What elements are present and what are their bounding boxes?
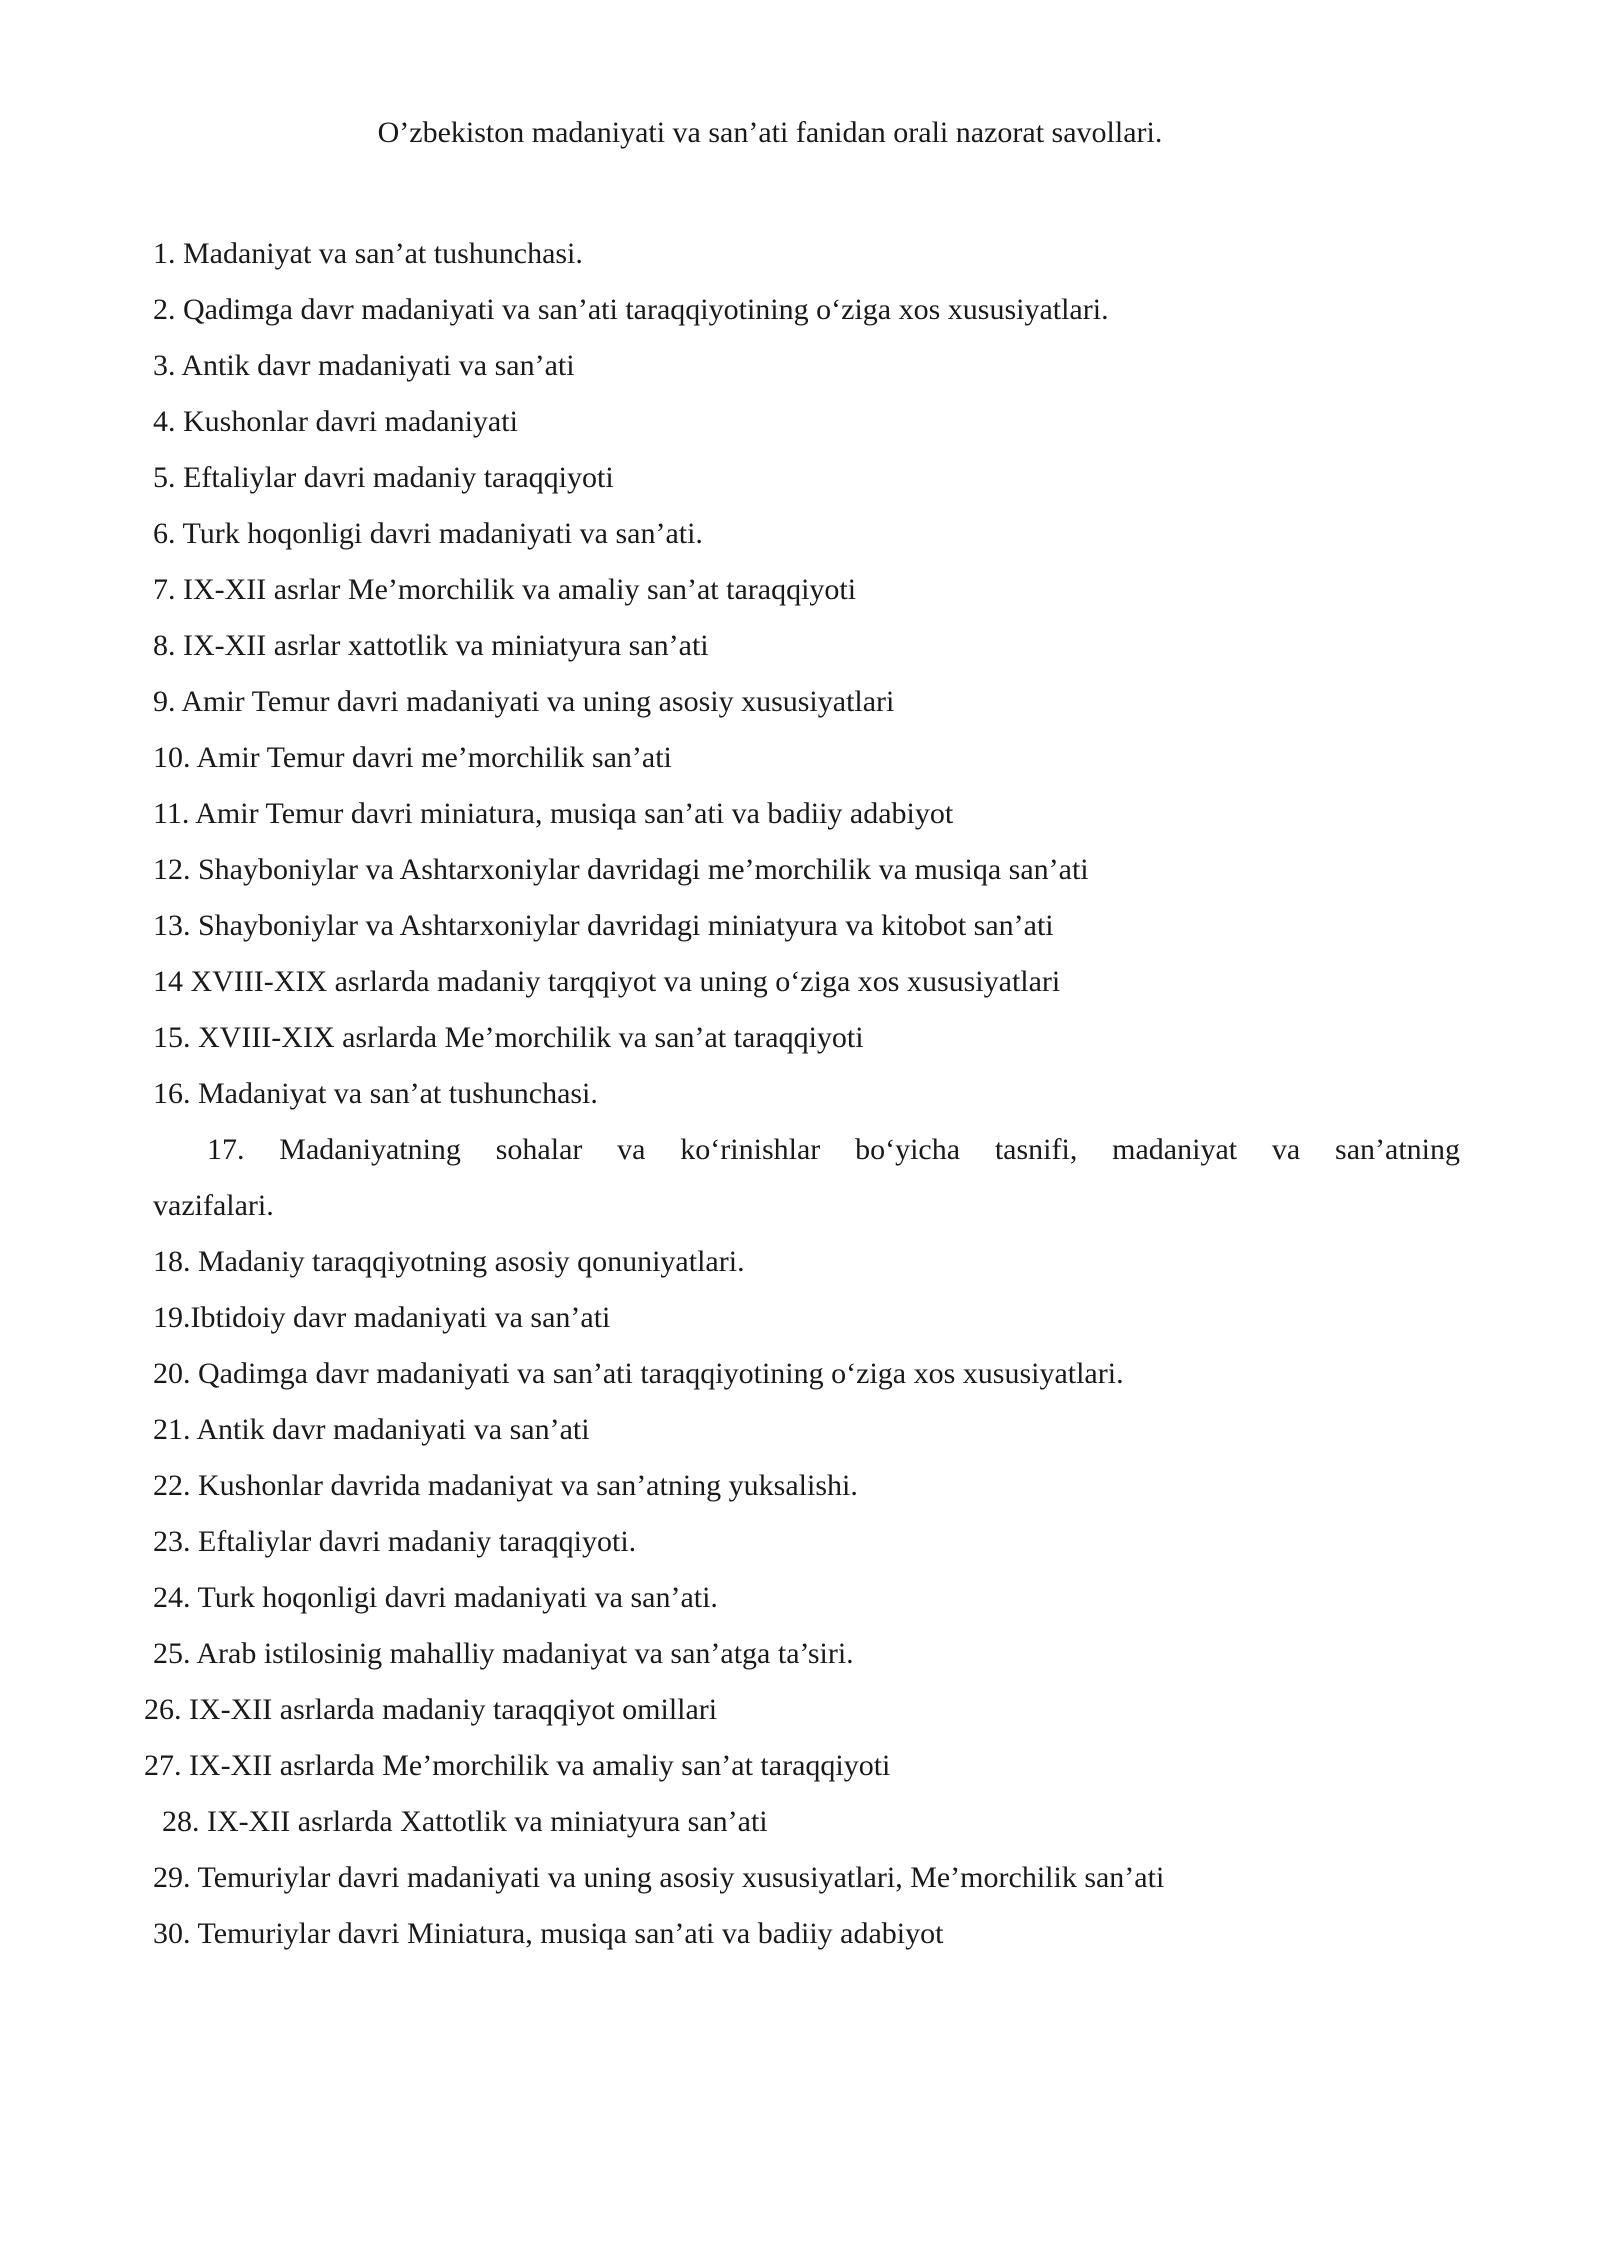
list-item: 4. Kushonlar davri madaniyati [153,405,518,438]
list-item: 18. Madaniy taraqqiyotning asosiy qonuniyatlari. [153,1245,745,1278]
list-item: 20. Qadimga davr madaniyati va san’ati taraqqiyotining o‘ziga xos xususiyatlari. [153,1357,1124,1390]
list-item: 26. IX-XII asrlarda madaniy taraqqiyot omillari [144,1693,718,1726]
list-item: 15. XVIII-XIX asrlarda Me’morchilik va san’at taraqqiyoti [153,1021,864,1054]
list-item: 1. Madaniyat va san’at tushunchasi. [153,237,583,270]
list-item: 21. Antik davr madaniyati va san’ati [153,1413,590,1446]
list-item: 29. Temuriylar davri madaniyati va uning asosiy xususiyatlari, Me’morchilik san’ati [153,1861,1165,1894]
question-list [0,226,1600,1962]
list-item: 24. Turk hoqonligi davri madaniyati va san’ati. [153,1581,718,1614]
list-item: 12. Shayboniylar va Ashtarxoniylar davridagi me’morchilik va musiqa san’ati [153,853,1089,886]
list-item: 19.Ibtidoiy davr madaniyati va san’ati [153,1301,611,1334]
list-item: 27. IX-XII asrlarda Me’morchilik va amaliy san’at taraqqiyoti [144,1749,891,1782]
list-item: 13. Shayboniylar va Ashtarxoniylar davridagi miniatyura va kitobot san’ati [153,909,1054,942]
list-item: 9. Amir Temur davri madaniyati va uning asosiy xususiyatlari [153,685,895,718]
list-item: 3. Antik davr madaniyati va san’ati [153,349,575,382]
list-item: 10. Amir Temur davri me’morchilik san’ati [153,741,672,774]
list-item: 14 XVIII-XIX asrlarda madaniy tarqqiyot va uning o‘ziga xos xususiyatlari [153,965,1061,998]
list-item: 6. Turk hoqonligi davri madaniyati va san’ati. [153,517,703,550]
list-item: 28. IX-XII asrlarda Xattotlik va miniatyura san’ati [162,1805,768,1838]
list-item: 2. Qadimga davr madaniyati va san’ati taraqqiyotining o‘ziga xos xususiyatlari. [153,293,1109,326]
list-item: 22. Kushonlar davrida madaniyat va san’atning yuksalishi. [153,1469,858,1502]
list-item [0,1122,1600,1234]
document-title: O’zbekiston madaniyati va san’ati fanidan orali nazorat savollari. [377,116,1163,149]
list-item-line-1: 17. Madaniyatning sohalar va ko‘rinishlar bo‘yicha tasnifi, madaniyat va san’atning [207,1133,1460,1166]
list-item-line-2: vazifalari. [153,1189,274,1222]
list-item: 30. Temuriylar davri Miniatura, musiqa san’ati va badiiy adabiyot [153,1917,944,1950]
list-item: 25. Arab istilosinig mahalliy madaniyat va san’atga ta’siri. [153,1637,854,1670]
list-item: 16. Madaniyat va san’at tushunchasi. [153,1077,598,1110]
list-item: 11. Amir Temur davri miniatura, musiqa san’ati va badiiy adabiyot [153,797,954,830]
list-item: 7. IX-XII asrlar Me’morchilik va amaliy san’at taraqqiyoti [153,573,857,606]
list-item: 5. Eftaliylar davri madaniy taraqqiyoti [153,461,614,494]
list-item: 23. Eftaliylar davri madaniy taraqqiyoti. [153,1525,637,1558]
list-item: 8. IX-XII asrlar xattotlik va miniatyura san’ati [153,629,709,662]
